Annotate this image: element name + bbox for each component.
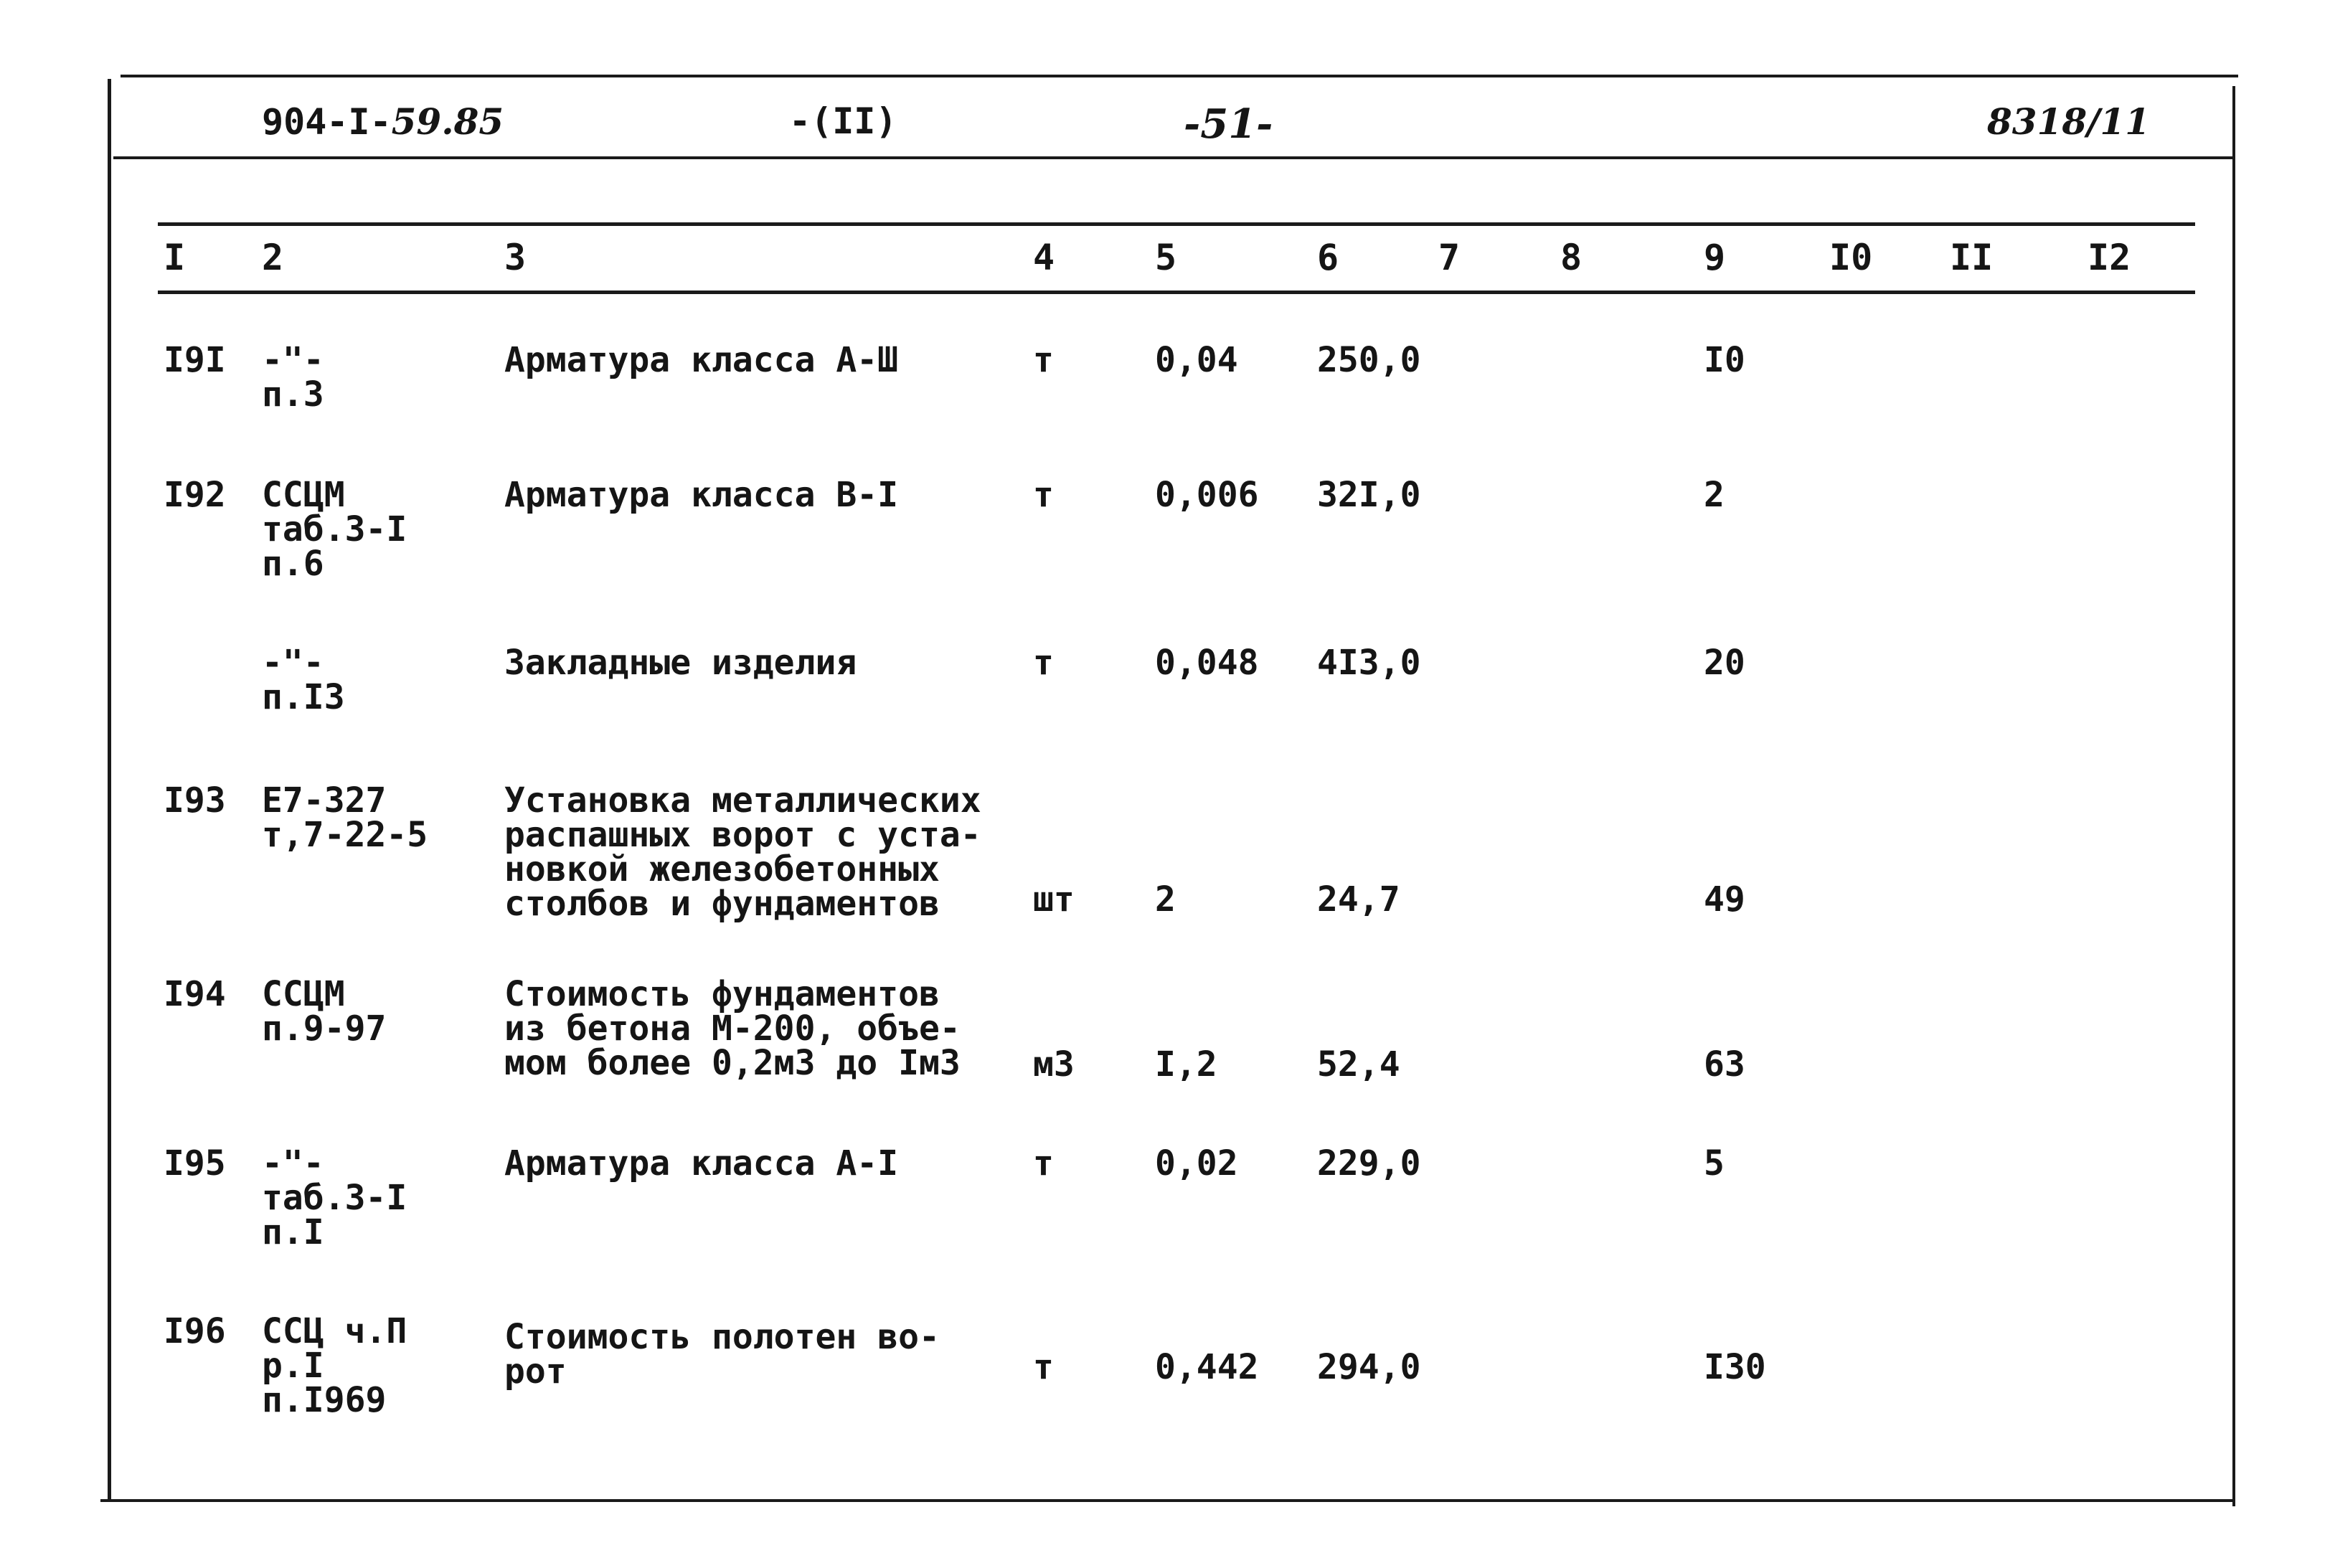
page-number: -51- xyxy=(1184,100,1273,148)
row-number: I9I xyxy=(164,340,226,380)
row-unit: шт xyxy=(1033,879,1075,920)
row-description: Стоимость полотен во- рот xyxy=(504,1317,940,1392)
row-unit: т xyxy=(1033,643,1054,683)
row-description: Закладные изделия xyxy=(504,643,857,683)
document-code xyxy=(262,100,504,143)
row-unit: т xyxy=(1033,1143,1054,1184)
frame-left-line xyxy=(108,79,111,1499)
column-number: I xyxy=(164,237,186,278)
column-number: II xyxy=(1950,237,1994,278)
row-number: I92 xyxy=(164,475,226,515)
row-quantity: 2 xyxy=(1155,879,1176,920)
row-number: I94 xyxy=(164,974,226,1014)
row-quantity: 0,442 xyxy=(1155,1347,1259,1387)
row-reference: Е7-327 т,7-22-5 xyxy=(262,780,428,855)
sheet-number: 8318/11 xyxy=(1987,100,2151,143)
row-unit-price: 32I,0 xyxy=(1317,475,1421,515)
row-total: 49 xyxy=(1704,879,1745,920)
row-unit-price: 52,4 xyxy=(1317,1044,1400,1085)
frame-right-line xyxy=(2232,86,2235,1506)
row-unit: т xyxy=(1033,475,1054,515)
row-total: I0 xyxy=(1704,340,1745,380)
row-number: I93 xyxy=(164,780,226,821)
row-total: 5 xyxy=(1704,1143,1725,1184)
column-number: I0 xyxy=(1829,237,1873,278)
row-description: Арматура класса А-I xyxy=(504,1143,899,1184)
column-number: 7 xyxy=(1438,237,1461,278)
row-number: I95 xyxy=(164,1143,226,1184)
row-number: I96 xyxy=(164,1311,226,1351)
row-unit: т xyxy=(1033,340,1054,380)
column-number: 9 xyxy=(1704,237,1726,278)
row-total: 20 xyxy=(1704,643,1745,683)
column-number: 3 xyxy=(504,237,527,278)
row-unit-price: 294,0 xyxy=(1317,1347,1421,1387)
row-unit-price: 4I3,0 xyxy=(1317,643,1421,683)
row-quantity: 0,04 xyxy=(1155,340,1238,380)
row-description: Арматура класса А-Ш xyxy=(504,340,899,380)
row-quantity: I,2 xyxy=(1155,1044,1217,1085)
row-total: 63 xyxy=(1704,1044,1745,1085)
column-number: 8 xyxy=(1560,237,1583,278)
column-number: 5 xyxy=(1155,237,1177,278)
row-description: Стоимость фундаментов из бетона М-200, объе- мом более 0,2м3 до Iм3 xyxy=(504,974,961,1083)
row-description: Арматура класса В-I xyxy=(504,475,899,515)
row-quantity: 0,006 xyxy=(1155,475,1259,515)
column-header-underline xyxy=(158,291,2195,294)
row-reference: -"- таб.3-I п.I xyxy=(262,1143,407,1252)
row-unit-price: 229,0 xyxy=(1317,1143,1421,1184)
header-underline xyxy=(113,156,2235,159)
row-unit: м3 xyxy=(1033,1044,1075,1085)
document-code-printed: 904-I- xyxy=(262,101,392,143)
row-total: 2 xyxy=(1704,475,1725,515)
column-number: 6 xyxy=(1317,237,1339,278)
row-quantity: 0,02 xyxy=(1155,1143,1238,1184)
column-number: 2 xyxy=(262,237,284,278)
row-unit-price: 24,7 xyxy=(1317,879,1400,920)
document-code-handwritten: 59.85 xyxy=(391,100,504,143)
table-top-line xyxy=(158,222,2195,226)
row-reference: ССЦМ п.9-97 xyxy=(262,974,387,1049)
row-unit: т xyxy=(1033,1347,1054,1387)
column-number: 4 xyxy=(1033,237,1055,278)
row-reference: -"- п.I3 xyxy=(262,643,345,717)
row-total: I30 xyxy=(1704,1347,1766,1387)
row-reference: ССЦ ч.П р.I п.I969 xyxy=(262,1311,407,1420)
frame-bottom-line xyxy=(100,1499,2235,1502)
row-unit-price: 250,0 xyxy=(1317,340,1421,380)
column-number: I2 xyxy=(2088,237,2131,278)
row-reference: -"- п.3 xyxy=(262,340,324,415)
row-reference: ССЦМ таб.3-I п.6 xyxy=(262,475,407,584)
row-description: Установка металлических распашных ворот с уста- новкой железобетонных столбов и фундаментов xyxy=(504,780,981,924)
frame-top-line xyxy=(121,75,2238,77)
row-quantity: 0,048 xyxy=(1155,643,1259,683)
section-number: -(II) xyxy=(789,100,897,142)
